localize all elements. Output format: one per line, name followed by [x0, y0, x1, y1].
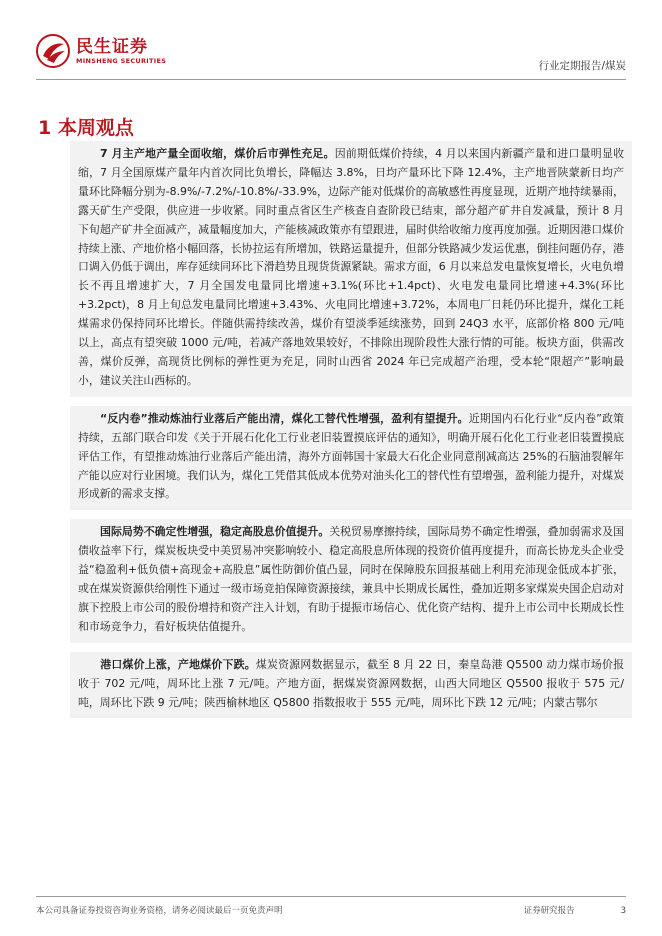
paragraph-supply: [70, 141, 632, 397]
main-content: [70, 141, 632, 727]
paragraph-dividend: [70, 519, 632, 642]
paragraph-lead: 港口煤价上涨，产地煤价下跌。: [100, 657, 256, 671]
logo-chinese-name: 民生证券: [76, 36, 148, 57]
paragraph-anti-involution: [70, 406, 632, 511]
paragraph-body: 关税贸易摩擦持续，国际局势不确定性增强，叠加弱需求及国债收益率下行，煤炭板块受中美贸易冲突影响较小、稳定高股息所体现的投资价值再度提升，而高长协龙头企业受益“稳盈利+低负债+高现金+高股息”属性防御价值凸显，同时在保障股东回报基础上利用充沛现金低成本扩张，或在煤炭资源供给刚性下通过一级市场竞拍保障资源接续，兼具中长期成长属性，叠加近期多家煤炭央国企启动对旗下控股上市公司的股份增持和资产注入计划，有助于提振市场信心、优化资产结构、提升上市公司中长期成长性和市场竞争力，看好板块估值提升。: [78, 525, 624, 633]
page-number: 3: [620, 906, 626, 916]
footer-disclaimer: 本公司具备证券投资咨询业务资格，请务必阅读最后一页免责声明: [36, 906, 283, 916]
footer-divider: [36, 896, 626, 897]
paragraph-prices: [70, 652, 632, 719]
paragraph-body: 近期国内石化行业“反内卷”政策持续，五部门联合印发《关于开展石化化工行业老旧装置摸底评估的通知》，明确开展石化化工行业老旧装置摸底评估工作，有望推动炼油行业落后产能出清，海外方面韩国十家最大石化企业同意削减高达 25%的石脑油裂解年产能以应对行业困境。我们认为，煤化工凭借其低成本优势对油头化工的替代性有望增强，盈利能力提升，对煤炭形成新的需求支撑。: [78, 411, 624, 501]
page-header: [36, 34, 626, 78]
paragraph-lead: “反内卷”推动炼油行业落后产能出清，煤化工替代性增强，盈利有望提升。: [100, 411, 469, 425]
paragraph-lead: 国际局势不确定性增强，稳定高股息价值提升。: [100, 525, 330, 539]
footer-report-label: 证券研究报告: [523, 906, 575, 916]
logo-english-name: MINSHENG SECURITIES: [76, 56, 167, 65]
paragraph-body: 因前期低煤价持续，4 月以来国内新疆产量和进口量明显收缩，7 月全国原煤产量年内首次同比负增长，降幅达 3.8%，日均产量环比下降 12.4%，主产地晋陕蒙新日均产量环比降幅分别为-8.9%/-7.2%/-10.8%/-33.9%，边际产能对低煤价的高敏感性再度显现，近期产地持续暴雨，露天矿生产受限，供应进一步收紧。同时重点省区生产核查自查阶段已结束，部分超产矿井自发减量，预计 8 月下旬超产矿井全面减产，减量幅度加大，产能核减政策亦有望跟进，届时供给收缩力度再度加强。近期因港口煤价持续上涨、产地价格小幅回落，长协拉运有所增加，铁路运量提升，但部分铁路减少发运优惠，倒挂问题仍存，港口调入仍低于调出，库存延续同环比下滑趋势且现货货源紧缺。需求方面，6 月以来总发电量恢复增长，火电负增长不再且增速扩大，7 月全国发电量同比增速+3.1%(环比+1.4pct)、火电发电量同比增速+4.3%(环比+3.2pct)，8 月上旬总发电量同比增速+3.43%、火电同比增速+3.72%，本周电厂日耗仍环比提升，煤化工耗煤需求仍保持同环比增长。伴随供需持续改善，煤价有望淡季延续涨势，回到 24Q3 水平，底部价格 800 元/吨以上，高点有望突破 1000 元/吨，若减产落地效果较好，不排除出现阶段性大涨行情的可能。板块方面，供需改善，煤价反弹，高现货比例标的弹性更为充足，同时山西省 2024 年已完成超产治理，受本轮“限超产”影响最小，建议关注山西标的。: [78, 147, 624, 387]
paragraph-lead: 7 月主产地产量全面收缩，煤价后市弹性充足。: [100, 147, 335, 160]
report-type-label: 行业定期报告/煤炭: [538, 60, 626, 72]
footer-meta: [478, 904, 626, 916]
company-logo: [36, 34, 166, 68]
header-divider: [36, 79, 626, 80]
section-title: 1 本周观点: [38, 117, 134, 139]
paragraph-body: 煤炭资源网数据显示，截至 8 月 22 日，秦皇岛港 Q5500 动力煤市场价报收于 702 元/吨，周环比上涨 7 元/吨。产地方面，据煤炭资源网数据，山西大同地区 Q5500 报收于 575 元/吨，周环比下跌 9 元/吨；陕西榆林地区 Q5800 指数报收于 555 元/吨，周环比下跌 12 元/吨；内蒙古鄂尔: [78, 657, 624, 709]
minsheng-logo-icon: [36, 34, 70, 68]
